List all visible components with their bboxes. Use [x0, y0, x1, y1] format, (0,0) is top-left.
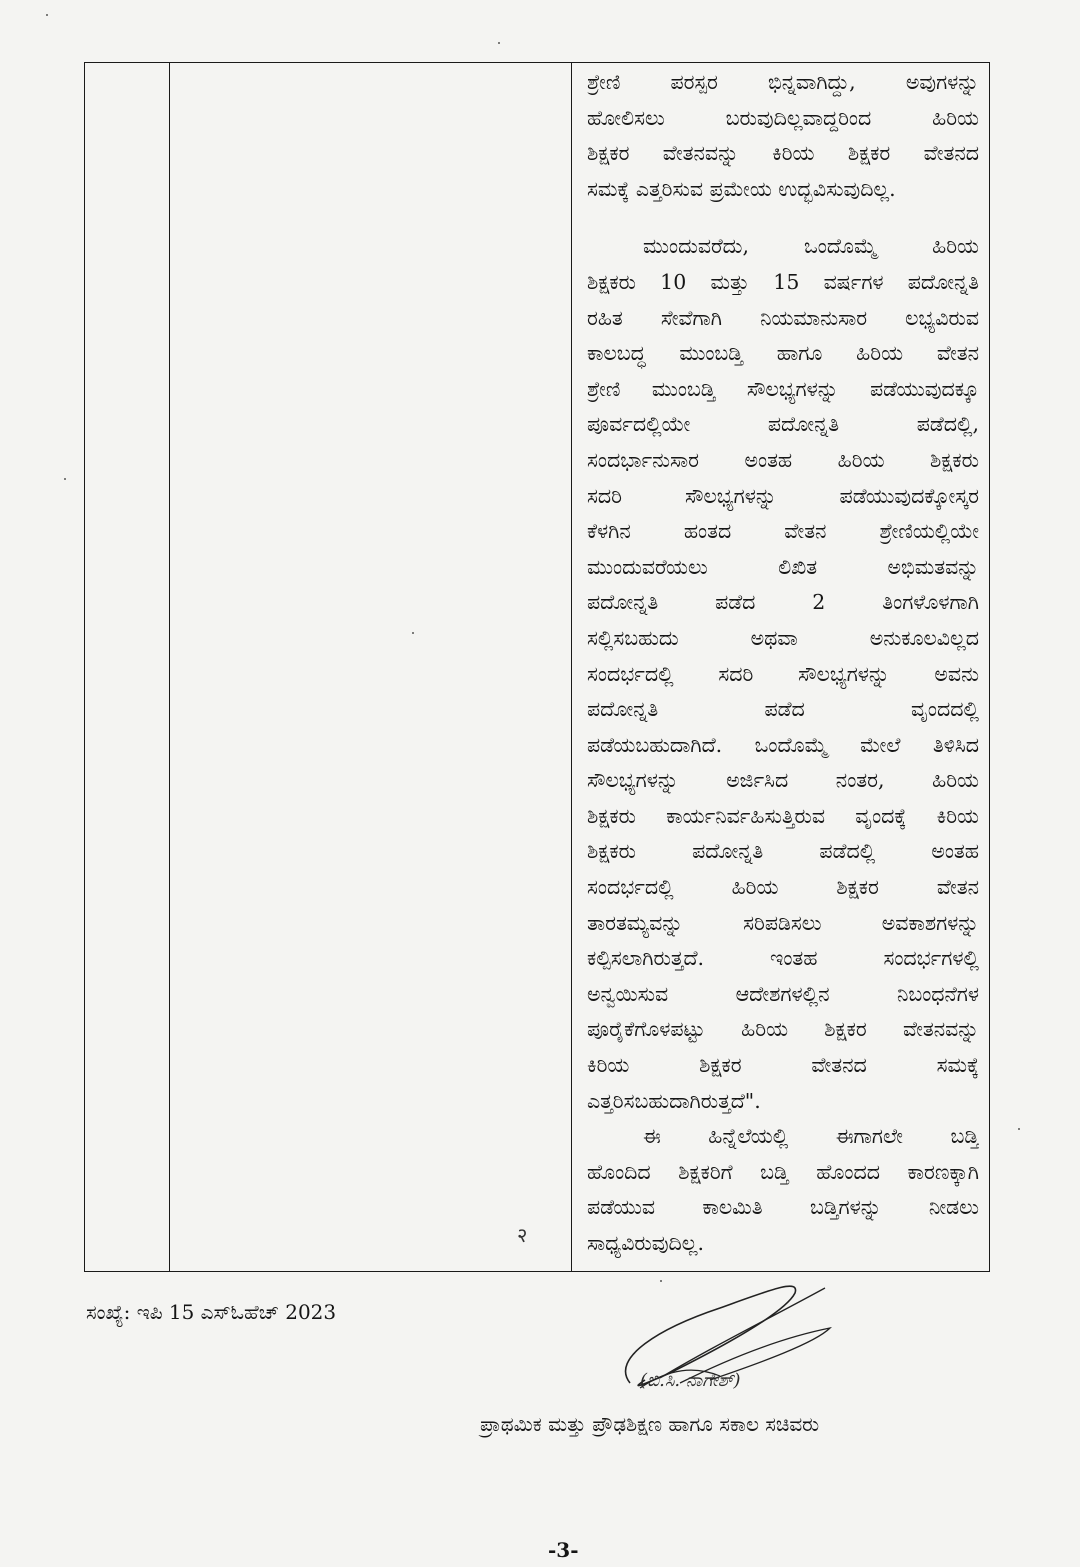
text-line: ಅನ್ವಯಿಸುವ ಆದೇಶಗಳಲ್ಲಿನ ನಿಬಂಧನೆಗಳ — [587, 981, 979, 1006]
text-line: ಪದೋನ್ನತಿ ಪಡೆದ 2 ತಿಂಗಳೊಳಗಾಗಿ — [587, 590, 979, 615]
table-column-divider-1 — [169, 63, 170, 1271]
scan-speck — [498, 42, 500, 44]
remarks-column-text — [587, 65, 979, 1262]
text-line: ಶ್ರೇಣಿ ಪರಸ್ಪರ ಭಿನ್ನವಾಗಿದ್ದು, ಅವುಗಳನ್ನು — [587, 70, 979, 94]
signatory-name: (ಬಿ.ಸಿ. ನಾಗೇಶ್) — [640, 1370, 741, 1391]
table-column-divider-2 — [571, 63, 572, 1271]
text-line: ಶಿಕ್ಷಕರ ವೇತನವನ್ನು ಕಿರಿಯ ಶಿಕ್ಷಕರ ವೇತನದ — [587, 141, 979, 166]
scan-speck — [64, 478, 66, 480]
text-line: ತಾರತಮ್ಯವನ್ನು ಸರಿಪಡಿಸಲು ಅವಕಾಶಗಳನ್ನು — [587, 910, 979, 935]
text-line: ಕಲ್ಪಿಸಲಾಗಿರುತ್ತದೆ. ಇಂತಹ ಸಂದರ್ಭಗಳಲ್ಲಿ — [587, 946, 979, 971]
page-number: -3- — [548, 1538, 579, 1562]
text-line: ಈ ಹಿನ್ನೆಲೆಯಲ್ಲಿ ಈಗಾಗಲೇ ಬಡ್ತಿ — [643, 1124, 979, 1149]
text-line: ಕಿರಿಯ ಶಿಕ್ಷಕರ ವೇತನದ ಸಮಕ್ಕೆ — [587, 1053, 979, 1078]
text-line: ಮುಂದುವರೆಯಲು ಲಿಖಿತ ಅಭಿಮತವನ್ನು — [587, 554, 979, 579]
order-table — [84, 62, 990, 1272]
text-line: ಪೂರೈಕೆಗೊಳಪಟ್ಟು ಹಿರಿಯ ಶಿಕ್ಷಕರ ವೇತನವನ್ನು — [587, 1017, 979, 1042]
text-line: ಎತ್ತರಿಸಬಹುದಾಗಿರುತ್ತದೆ". — [587, 1088, 761, 1113]
text-line: ಸೌಲಭ್ಯಗಳನ್ನು ಅರ್ಜಿಸಿದ ನಂತರ, ಹಿರಿಯ — [587, 768, 979, 793]
signatory-designation: ಪ್ರಾಥಮಿಕ ಮತ್ತು ಪ್ರೌಢಶಿಕ್ಷಣ ಹಾಗೂ ಸಕಾಲ ಸಚಿವರು — [480, 1412, 820, 1436]
text-line: ಶ್ರೇಣಿ ಮುಂಬಡ್ತಿ ಸೌಲಭ್ಯಗಳನ್ನು ಪಡೆಯುವುದಕ್ಕೂ — [587, 376, 979, 401]
text-line: ಶಿಕ್ಷಕರು 10 ಮತ್ತು 15 ವರ್ಷಗಳ ಪದೋನ್ನತಿ — [587, 269, 979, 294]
text-line: ಪೂರ್ವದಲ್ಲಿಯೇ ಪದೋನ್ನತಿ ಪಡೆದಲ್ಲಿ, — [587, 412, 979, 437]
scan-speck — [1018, 1128, 1020, 1130]
text-line: ಸಲ್ಲಿಸಬಹುದು ಅಥವಾ ಅನುಕೂಲವಿಲ್ಲದ — [587, 625, 979, 650]
text-line: ಸಂದರ್ಭಾನುಸಾರ ಅಂತಹ ಹಿರಿಯ ಶಿಕ್ಷಕರು — [587, 447, 979, 472]
text-line: ಸಮಕ್ಕೆ ಎತ್ತರಿಸುವ ಪ್ರಮೇಯ ಉದ್ಭವಿಸುವುದಿಲ್ಲ. — [587, 176, 896, 201]
text-line: ಸಂದರ್ಭದಲ್ಲಿ ಹಿರಿಯ ಶಿಕ್ಷಕರ ವೇತನ — [587, 875, 979, 900]
text-line: ಶಿಕ್ಷಕರು ಕಾರ್ಯನಿರ್ವಹಿಸುತ್ತಿರುವ ವೃಂದಕ್ಕೆ ಕಿರಿಯ — [587, 803, 979, 828]
text-line: ಕೆಳಗಿನ ಹಂತದ ವೇತನ ಶ್ರೇಣಿಯಲ್ಲಿಯೇ — [587, 519, 979, 544]
reference-number: ಸಂಖ್ಯೆ: ಇಪಿ 15 ಎಸ್‌ಓಹೆಚ್ 2023 — [86, 1300, 337, 1324]
paragraph-gap — [587, 207, 979, 229]
text-line: ಪದೋನ್ನತಿ ಪಡೆದ ವೃಂದದಲ್ಲಿ — [587, 697, 979, 722]
text-line: ಸಂದರ್ಭದಲ್ಲಿ ಸದರಿ ಸೌಲಭ್ಯಗಳನ್ನು ಅವನು — [587, 661, 979, 686]
text-line: ಕಾಲಬದ್ಧ ಮುಂಬಡ್ತಿ ಹಾಗೂ ಹಿರಿಯ ವೇತನ — [587, 341, 979, 366]
text-line: ಪಡೆಯಬಹುದಾಗಿದೆ. ಒಂದೊಮ್ಮೆ ಮೇಲೆ ತಿಳಿಸಿದ — [587, 732, 979, 757]
text-line: ಶಿಕ್ಷಕರು ಪದೋನ್ನತಿ ಪಡೆದಲ್ಲಿ ಅಂತಹ — [587, 839, 979, 864]
text-line: ಹೋಲಿಸಲು ಬರುವುದಿಲ್ಲವಾದ್ದರಿಂದ ಹಿರಿಯ — [587, 105, 979, 130]
text-line: ಹೊಂದಿದ ಶಿಕ್ಷಕರಿಗೆ ಬಡ್ತಿ ಹೊಂದದ ಕಾರಣಕ್ಕಾಗಿ — [587, 1159, 979, 1184]
scan-speck — [46, 14, 48, 16]
text-line: ಮುಂದುವರೆದು, ಒಂದೊಮ್ಮೆ ಹಿರಿಯ — [643, 234, 979, 259]
scan-speck — [412, 632, 414, 634]
text-line: ಪಡೆಯುವ ಕಾಲಮಿತಿ ಬಡ್ತಿಗಳನ್ನು ನೀಡಲು — [587, 1195, 979, 1220]
text-line: ರಹಿತ ಸೇವೆಗಾಗಿ ನಿಯಮಾನುಸಾರ ಲಭ್ಯವಿರುವ — [587, 305, 979, 330]
middle-cell-mark: २ — [517, 1223, 528, 1247]
text-line: ಸಾಧ್ಯವಿರುವುದಿಲ್ಲ. — [587, 1231, 704, 1255]
scan-speck — [660, 1280, 662, 1282]
text-line: ಸದರಿ ಸೌಲಭ್ಯಗಳನ್ನು ಪಡೆಯುವುದಕ್ಕೋಸ್ಕರ — [587, 483, 979, 508]
